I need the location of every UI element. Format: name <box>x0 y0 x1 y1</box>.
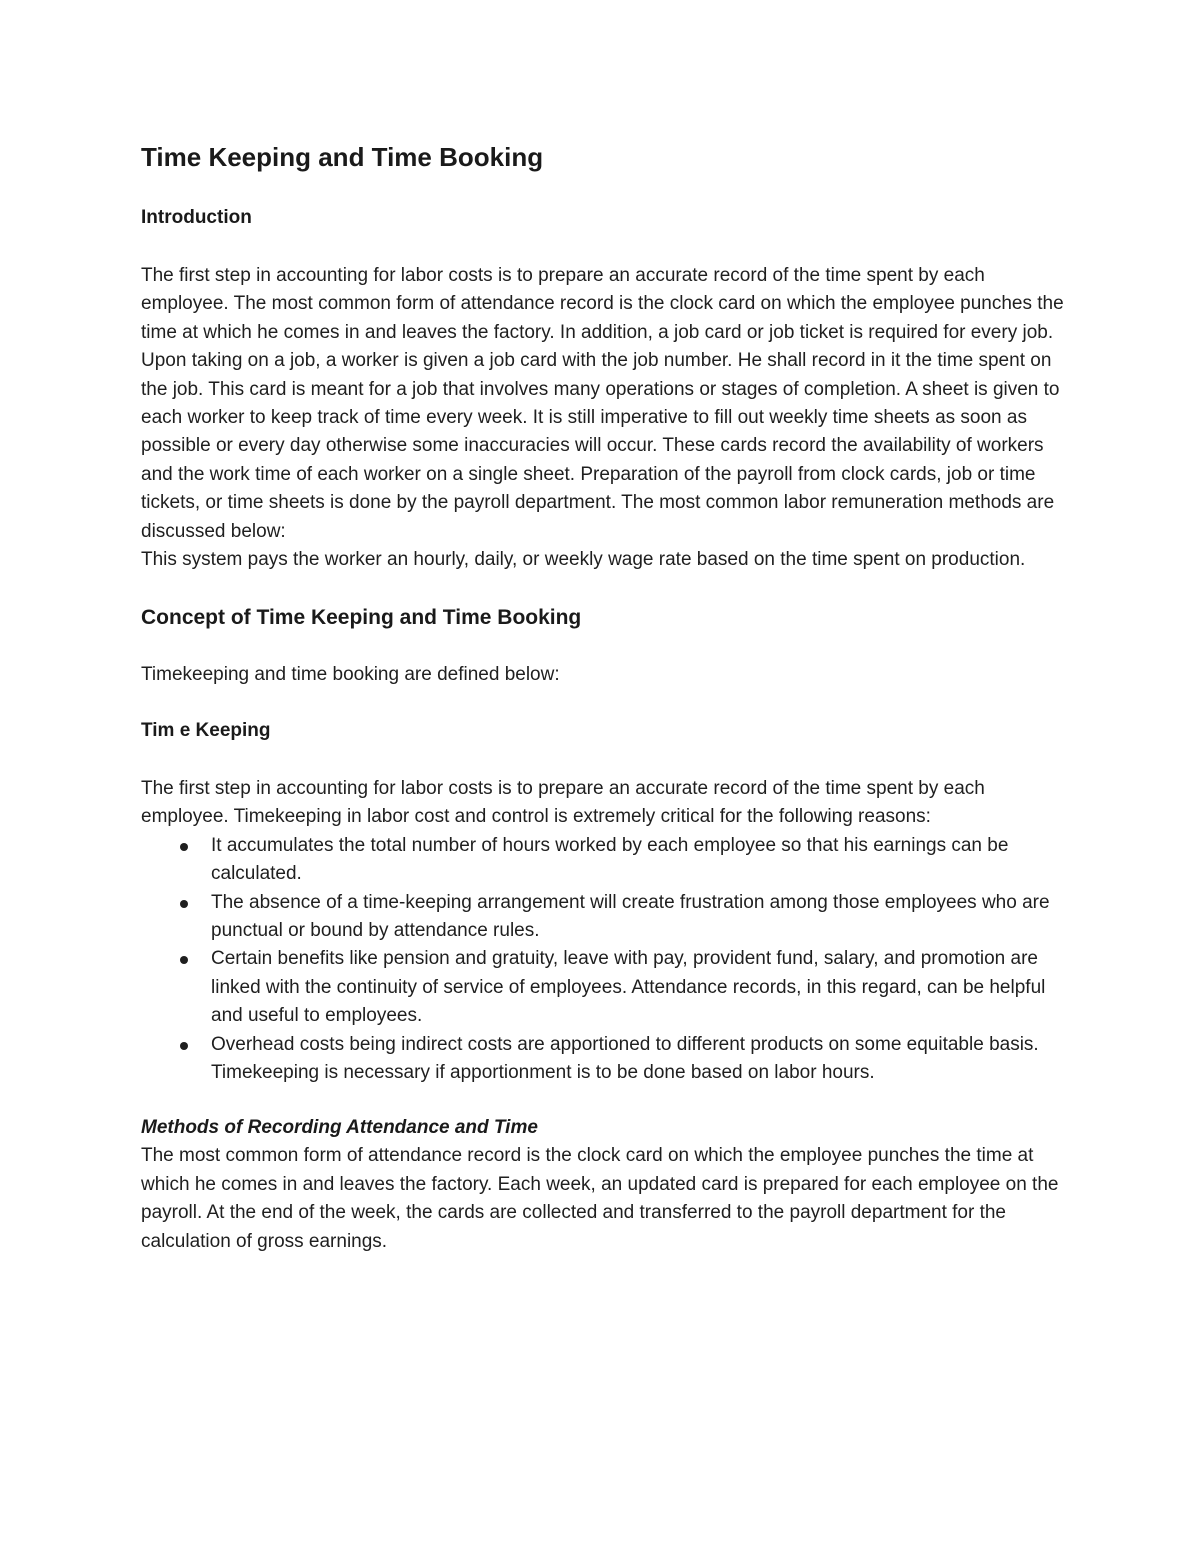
list-item <box>141 832 1066 889</box>
concept-heading: Concept of Time Keeping and Time Booking <box>141 606 582 630</box>
introduction-paragraph-2: This system pays the worker an hourly, daily, or weekly wage rate based on the time spent on production. <box>141 549 1026 571</box>
list-item-text: Overhead costs being indirect costs are apportioned to different products on some equitable basis. Timekeeping is necessary if apportionment is to be done based on labor hours. <box>211 1033 1039 1083</box>
bullet-icon <box>180 956 188 964</box>
bullet-icon <box>180 843 188 851</box>
introduction-paragraph: The first step in accounting for labor costs is to prepare an accurate record of the time spent by each employee. The most common form of attendance record is the clock card on which the employee punches the time at which he comes in and leaves the factory. In addition, a job card or job ticket is required for every job. Upon taking on a job, a worker is given a job card with the job number. He shall record in it the time spent on the job. This card is meant for a job that involves many operations or stages of completion. A sheet is given to each worker to keep track of time every week. It is still imperative to fill out weekly time sheets as soon as possible or every day otherwise some inaccuracies will occur. These cards record the availability of workers and the work time of each worker on a single sheet. Preparation of the payroll from clock cards, job or time tickets, or time sheets is done by the payroll department. The most common labor remuneration methods are discussed below: <box>141 265 1064 542</box>
list-item-text: Certain benefits like pension and gratuity, leave with pay, provident fund, salary, and promotion are linked with the continuity of service of employees. Attendance records, in this regard, can be helpful and useful to employees. <box>211 948 1046 1027</box>
list-item <box>141 889 1066 946</box>
document-page <box>141 138 1066 1256</box>
list-item <box>141 1031 1066 1088</box>
time-keeping-reasons-list <box>141 832 1066 1088</box>
bullet-icon <box>180 1042 188 1050</box>
methods-paragraph: The most common form of attendance record is the clock card on which the employee punches the time at which he comes in and leaves the factory. Each week, an updated card is prepared for each employee on the payroll. At the end of the week, the cards are collected and transferred to the payroll department for the calculation of gross earnings. <box>141 1145 1059 1252</box>
introduction-heading: Introduction <box>141 207 252 228</box>
list-item <box>141 945 1066 1030</box>
time-keeping-paragraph: The first step in accounting for labor costs is to prepare an accurate record of the time spent by each employee. Timekeeping in labor cost and control is extremely critical for the following reasons: <box>141 777 985 828</box>
concept-paragraph: Timekeeping and time booking are defined below: <box>141 664 560 686</box>
document-title: Time Keeping and Time Booking <box>141 142 544 172</box>
bullet-icon <box>180 900 188 908</box>
list-item-text: The absence of a time-keeping arrangement will create frustration among those employees who are punctual or bound by attendance rules. <box>211 891 1050 941</box>
time-keeping-heading: Tim e Keeping <box>141 719 271 741</box>
methods-heading: Methods of Recording Attendance and Time <box>141 1117 538 1139</box>
list-item-text: It accumulates the total number of hours worked by each employee so that his earnings can be calculated. <box>211 834 1009 885</box>
